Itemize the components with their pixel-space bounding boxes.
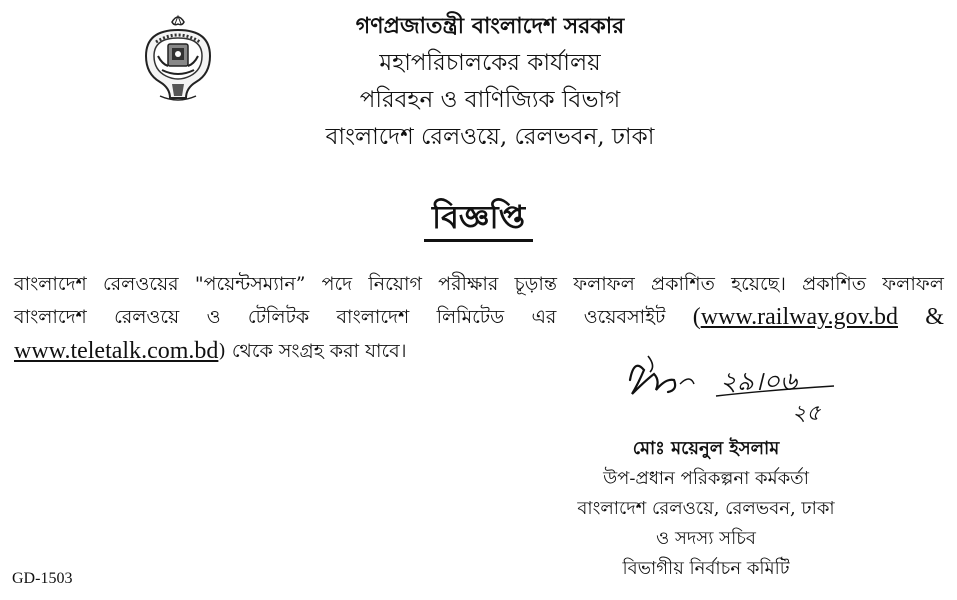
railway-website-group xyxy=(693,301,898,335)
signatory-role: ও সদস্য সচিব xyxy=(656,528,756,549)
railway-website-link[interactable]: www.railway.gov.bd xyxy=(700,304,898,330)
teletalk-website-link[interactable]: www.teletalk.com.bd xyxy=(14,338,219,364)
organization-address: বাংলাদেশ রেলওয়ে, রেলভবন, ঢাকা xyxy=(325,124,655,150)
body-line1-word: "পয়েন্টসম্যান” xyxy=(194,273,306,295)
signature-date: ২৯।০৬ xyxy=(720,367,797,397)
letterhead xyxy=(200,8,780,156)
body-line1-word: ফলাফল xyxy=(573,273,635,295)
body-line-2 xyxy=(14,301,944,335)
signatory-committee: বিভাগীয় নির্বাচন কমিটি xyxy=(622,558,790,579)
body-line1-word: প্রকাশিত xyxy=(651,273,715,295)
body-line2-word: বাংলাদেশ xyxy=(14,306,87,328)
body-line1-word: পদে xyxy=(321,273,353,295)
body-line1-word: রেলওয়ের xyxy=(103,273,179,295)
signatory-block xyxy=(556,434,856,584)
body-line1-word: পরীক্ষার xyxy=(438,273,499,295)
signature-year: ২৫ xyxy=(792,401,821,426)
ampersand: & xyxy=(925,304,944,330)
notice-title: বিজ্ঞপ্তি xyxy=(424,197,533,242)
body-line2-word: লিমিটেড xyxy=(436,306,505,328)
signatory-designation: উপ-প্রধান পরিকল্পনা কর্মকর্তা xyxy=(603,468,809,489)
signatory-name: মোঃ ময়েনুল ইসলাম xyxy=(632,438,780,459)
body-line2-word: টেলিটক xyxy=(247,306,310,328)
body-line2-word: বাংলাদেশ xyxy=(336,306,410,328)
body-line1-word: চূড়ান্ত xyxy=(514,273,557,295)
body-line1-word: ফলাফল xyxy=(882,273,944,295)
body-line2-word: ওয়েবসাইট xyxy=(583,306,666,328)
open-paren: ( xyxy=(692,304,701,330)
signatory-office: বাংলাদেশ রেলওয়ে, রেলভবন, ঢাকা xyxy=(577,498,835,519)
body-line-1 xyxy=(14,268,944,301)
body-line1-word: নিয়োগ xyxy=(368,273,422,295)
department-name: পরিবহন ও বাণিজ্যিক বিভাগ xyxy=(359,87,621,113)
body-line2-word: ও xyxy=(206,306,221,328)
office-name: মহাপরিচালকের কার্যালয় xyxy=(379,50,601,76)
body-line1-word: হয়েছে। xyxy=(731,273,786,295)
body-line-3-text: ) থেকে সংগ্রহ করা যাবে। xyxy=(218,340,407,362)
body-line2-word: এর xyxy=(531,306,557,328)
advert-code: GD-1503 xyxy=(12,570,73,587)
handwritten-signature xyxy=(620,350,850,430)
notice-title-wrap xyxy=(0,197,957,242)
body-line2-word: রেলওয়ে xyxy=(114,306,180,328)
body-line1-word: বাংলাদেশ xyxy=(14,273,87,295)
body-line1-word: প্রকাশিত xyxy=(802,273,867,295)
government-name: গণপ্রজাতন্ত্রী বাংলাদেশ সরকার xyxy=(355,13,625,39)
